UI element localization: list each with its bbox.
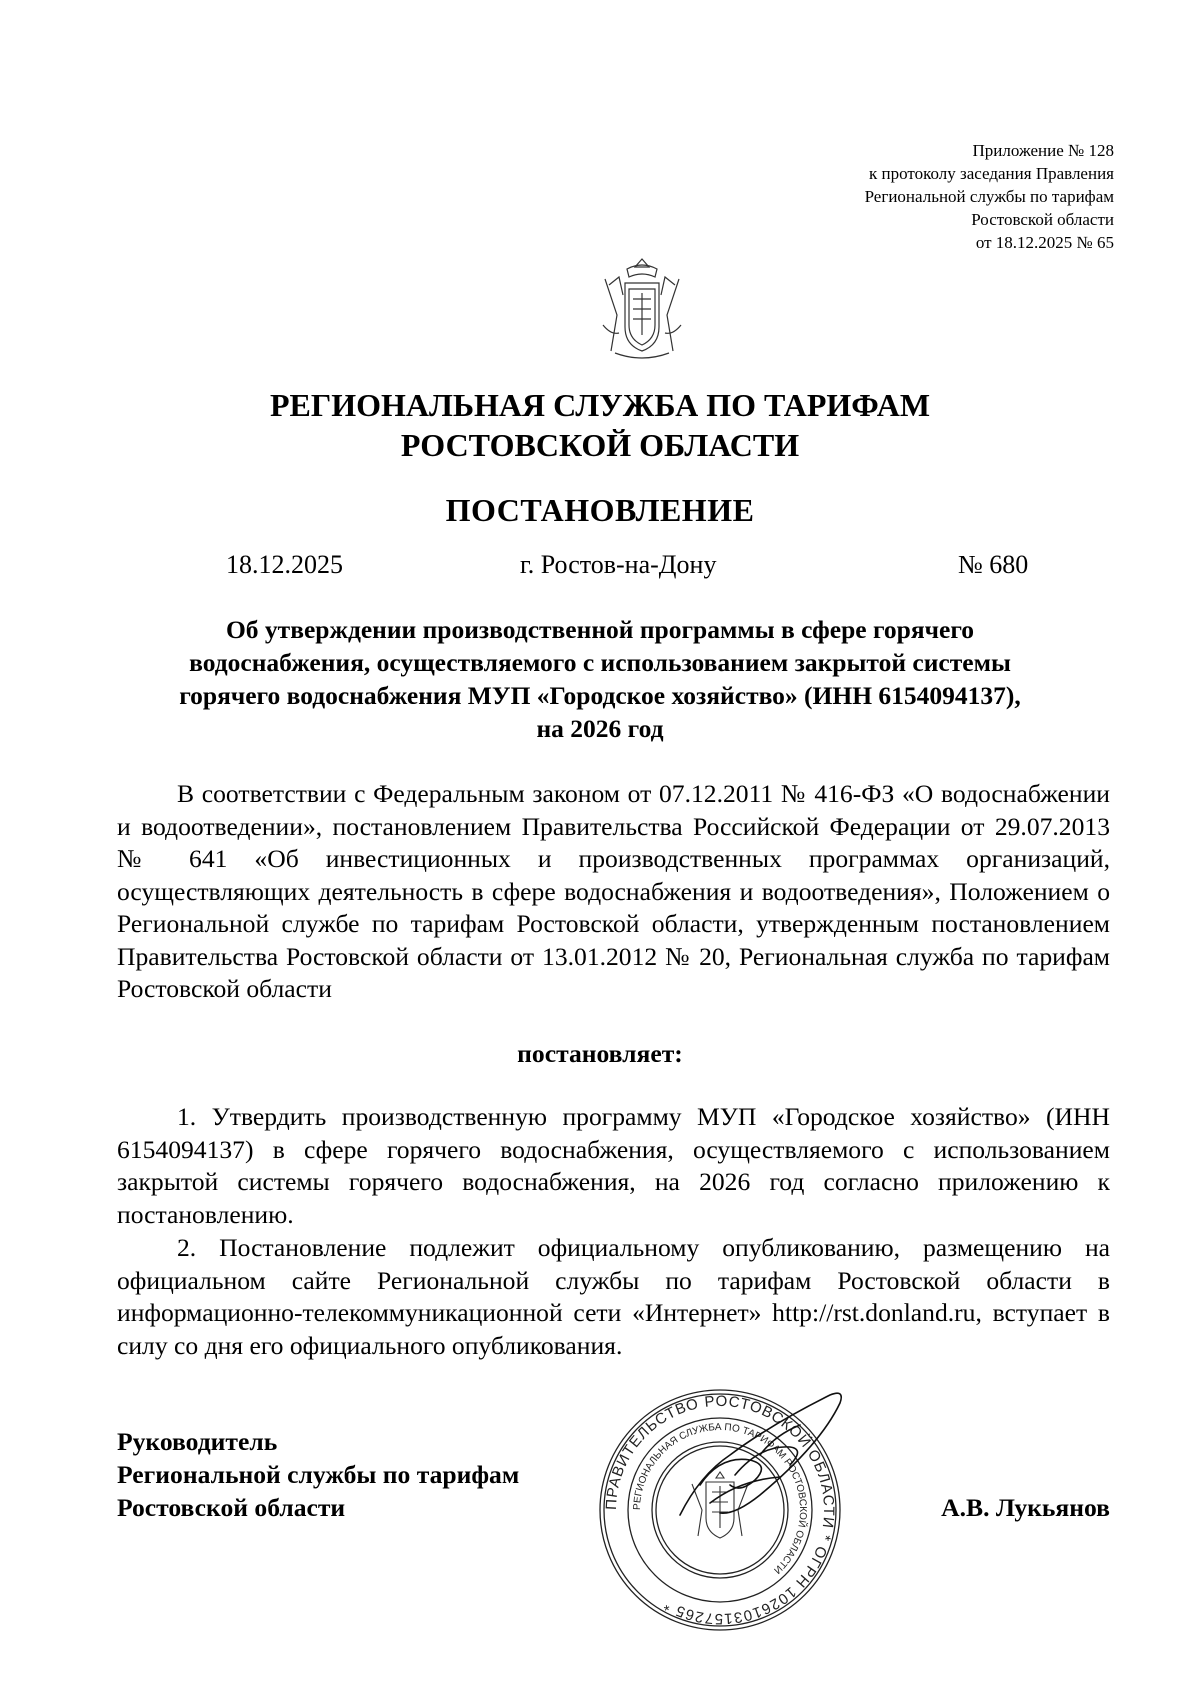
subject-line: на 2026 год	[536, 714, 664, 743]
decree-word: постановляет:	[517, 1039, 683, 1068]
document-city: г. Ростов-на-Дону	[520, 550, 717, 579]
coat-of-arms-icon	[597, 255, 687, 365]
subject-line: Об утверждении производственной программы в сфере горячего	[225, 615, 975, 644]
document-type: ПОСТАНОВЛЕНИЕ	[445, 492, 755, 528]
seal-outer-text: ПРАВИТЕЛЬСТВО РОСТОВСКОЙ ОБЛАСТИ * ОГРН 1026103157265 *	[602, 1392, 838, 1628]
appendix-line: к протоколу заседания Правления	[869, 164, 1114, 183]
document-subject	[150, 613, 1050, 745]
organization-name	[0, 385, 1200, 465]
signatory-position	[117, 1425, 519, 1524]
position-line: Региональной службы по тарифам	[117, 1460, 520, 1489]
preamble-paragraph: В соответствии с Федеральным законом от 07.12.2011 № 416-ФЗ «О водоснабжении и водоотведении», постановлением Правительства Российской Федерации от 29.07.2013 № 641 «Об инвестиционных и производственных программах организаций, осуществляющих деятельность в сфере водоснабжения и водоотведения», Положением о Региональной службе по тарифам Ростовской области, утвержденным постановлением Правительства Ростовской области от 13.01.2012 № 20, Региональная служба по тарифам Ростовской области	[117, 779, 1110, 1003]
position-line: Руководитель	[117, 1427, 278, 1456]
signatory-name: А.В. Лукьянов	[941, 1493, 1110, 1522]
appendix-line: Ростовской области	[971, 210, 1114, 229]
org-line: РОСТОВСКОЙ ОБЛАСТИ	[400, 427, 800, 463]
appendix-line: Приложение № 128	[972, 141, 1114, 160]
appendix-note	[865, 139, 1114, 254]
subject-line: горячего водоснабжения МУП «Городское хозяйство» (ИНН 6154094137),	[179, 681, 1021, 710]
handwritten-signature	[640, 1385, 870, 1535]
document-number: № 680	[958, 550, 1029, 579]
appendix-line: Региональной службы по тарифам	[864, 187, 1114, 206]
org-line: РЕГИОНАЛЬНАЯ СЛУЖБА ПО ТАРИФАМ	[269, 387, 931, 423]
appendix-line: от 18.12.2025 № 65	[975, 233, 1114, 252]
decree-item-1: 1. Утвердить производственную программу МУП «Городское хозяйство» (ИНН 6154094137) в сфере горячего водоснабжения, осуществляемого с использованием закрытой системы горячего водоснабжения, на 2026 год согласно приложению к постановлению.	[117, 1102, 1110, 1229]
position-line: Ростовской области	[117, 1493, 346, 1522]
subject-line: водоснабжения, осуществляемого с использованием закрытой системы	[189, 648, 1011, 677]
decree-item-2: 2. Постановление подлежит официальному опубликованию, размещению на официальном сайте Региональной службы по тарифам Ростовской области в информационно-телекоммуникационной сети «Интернет» http://rst.donland.ru, вступает в силу со дня его официального опубликования.	[117, 1233, 1110, 1360]
document-date: 18.12.2025	[226, 550, 343, 579]
seal-inner-text: РЕГИОНАЛЬНАЯ СЛУЖБА ПО ТАРИФАМ РОСТОВСКОЙ ОБЛАСТИ	[631, 1421, 809, 1576]
